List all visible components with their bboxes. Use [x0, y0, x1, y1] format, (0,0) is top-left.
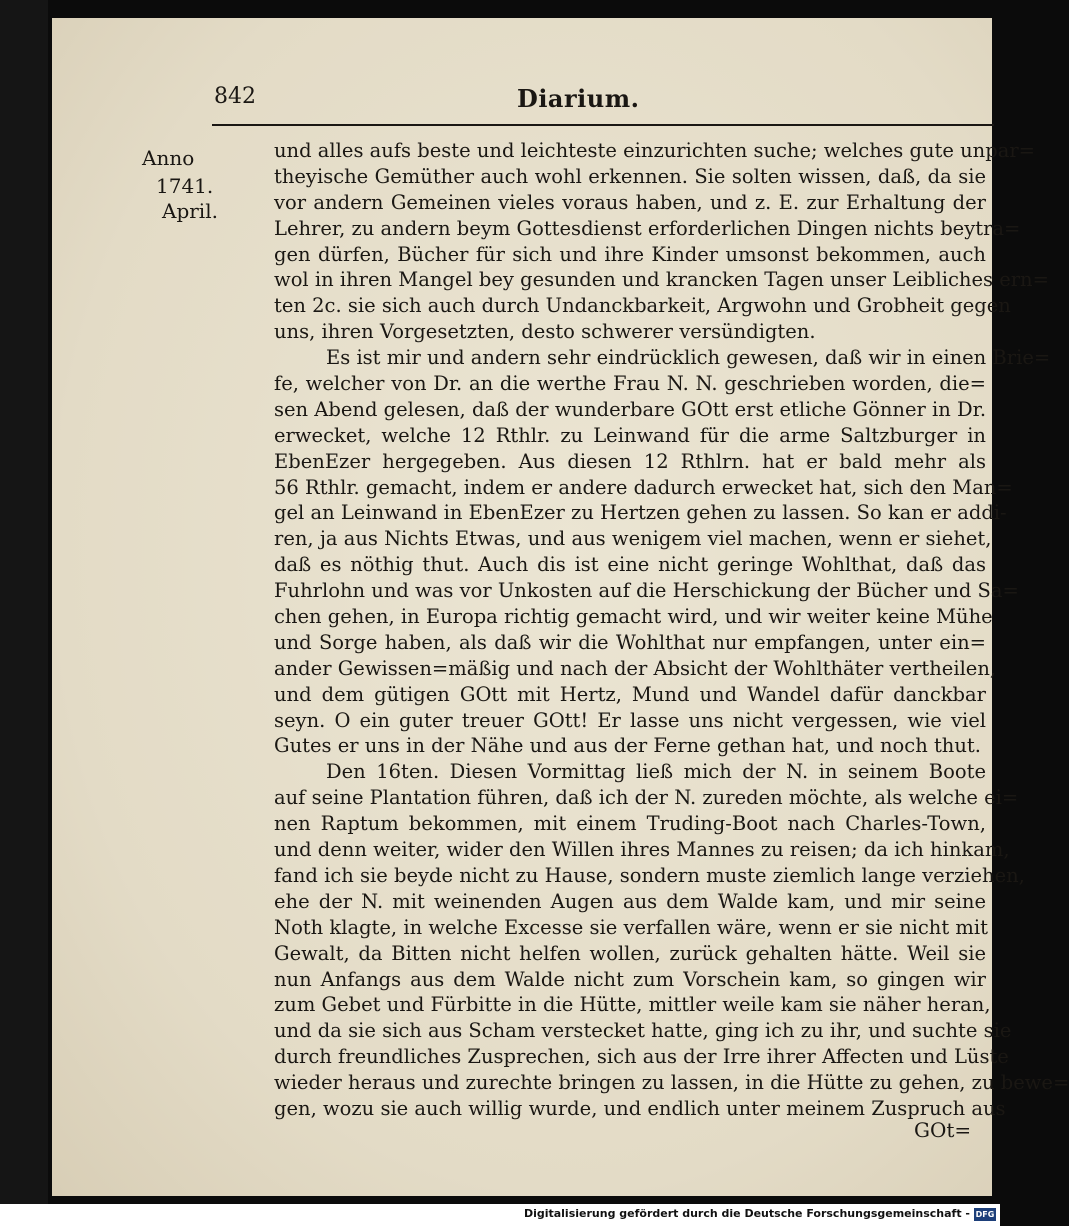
text-line: und denn weiter, wider den Willen ihres Mannes zu reisen; da ich hinkam,	[274, 838, 1010, 862]
text-line: und alles aufs beste und leichteste einzurichten suche; welches gute unpar=	[274, 139, 1035, 162]
text-line: Noth klagte, in welche Excesse sie verfallen wäre, wenn er sie nicht mit	[274, 915, 988, 939]
text-line: Es ist mir und andern sehr eindrücklich gewesen, daß wir in einen Brie=	[326, 346, 1051, 370]
text-line: durch freundliches Zusprechen, sich aus der Irre ihrer Affecten und Lüste	[274, 1045, 1009, 1069]
footer-bar	[0, 1204, 1000, 1226]
text-line: zum Gebet und Fürbitte in die Hütte, mittler weile kam sie näher heran,	[274, 993, 991, 1017]
text-line: gel an Leinwand in EbenEzer zu Hertzen gehen zu lassen. So kan er addi-	[274, 501, 1007, 525]
text-line: Den 16ten. Diesen Vormittag ließ mich der N. in seinem Boote	[326, 760, 986, 784]
text-line: fe, welcher von Dr. an die werthe Frau N. N. geschrieben worden, die=	[274, 372, 986, 396]
text-line: auf seine Plantation führen, daß ich der N. zureden möchte, als welche ei=	[274, 786, 1019, 810]
text-line: wieder heraus und zurechte bringen zu lassen, in die Hütte zu gehen, zu bewe=	[274, 1071, 1069, 1095]
running-head: Diarium.	[517, 84, 640, 113]
text-line: nen Raptum bekommen, mit einem Truding-Boot nach Charles-Town,	[274, 812, 986, 836]
text-line: und da sie sich aus Scham verstecket hatte, ging ich zu ihr, und suchte sie	[274, 1019, 1012, 1043]
text-line: daß es nöthig thut. Auch dis ist eine nicht geringe Wohlthat, daß das	[274, 553, 986, 577]
text-line: Lehrer, zu andern beym Gottesdienst erforderlichen Dingen nichts beytra=	[274, 216, 1021, 240]
text-line: seyn. O ein guter treuer GOtt! Er lasse uns nicht vergessen, wie viel	[274, 708, 986, 732]
page-number: 842	[214, 84, 256, 109]
body-text	[274, 138, 1069, 1122]
text-line: ten 2c. sie sich auch durch Undanckbarkeit, Argwohn und Grobheit gegen	[274, 294, 1011, 318]
text-line: fand ich sie beyde nicht zu Hause, sondern muste ziemlich lange verziehen,	[274, 863, 1025, 887]
text-line: theyische Gemüther auch wohl erkennen. Sie solten wissen, daß, da sie	[274, 164, 986, 188]
text-line: und dem gütigen GOtt mit Hertz, Mund und Wandel dafür danckbar	[274, 682, 986, 706]
text-line: ehe der N. mit weinenden Augen aus dem Walde kam, und mir seine	[274, 889, 986, 913]
text-line: sen Abend gelesen, daß der wunderbare GOtt erst etliche Gönner in Dr.	[274, 397, 987, 421]
text-line: erwecket, welche 12 Rthlr. zu Leinwand für die arme Saltzburger in	[274, 423, 986, 447]
text-line: uns, ihren Vorgesetzten, desto schwerer versündigten.	[274, 320, 816, 344]
text-line: vor andern Gemeinen vieles voraus haben, und z. E. zur Erhaltung der	[274, 190, 986, 214]
text-line: nun Anfangs aus dem Walde nicht zum Vorschein kam, so gingen wir	[274, 967, 986, 991]
text-line: Gutes er uns in der Nähe und aus der Ferne gethan hat, und noch thut.	[274, 734, 981, 758]
scan-left-border	[0, 0, 48, 1226]
text-line: EbenEzer hergegeben. Aus diesen 12 Rthlrn. hat er bald mehr als	[274, 449, 986, 473]
text-line: gen dürfen, Bücher für sich und ihre Kinder umsonst bekommen, auch	[274, 242, 986, 266]
text-line: wol in ihren Mangel bey gesunden und krancken Tagen unser Leibliches ern=	[274, 268, 1049, 292]
book-page	[52, 18, 1069, 1196]
text-line: 56 Rthlr. gemacht, indem er andere dadurch erwecket hat, sich den Man=	[274, 475, 1013, 499]
funding-credit: Digitalisierung gefördert durch die Deutsche Forschungsgemeinschaft -	[523, 1207, 970, 1220]
text-line: Gewalt, da Bitten nicht helfen wollen, zurück gehalten hätte. Weil sie	[274, 941, 986, 965]
margin-month: April.	[162, 199, 218, 223]
header-rule	[212, 124, 994, 126]
dfg-logo-icon: DFG	[975, 1210, 995, 1219]
margin-anno: Anno	[142, 146, 195, 170]
text-line: chen gehen, in Europa richtig gemacht wird, und wir weiter keine Mühe	[274, 605, 993, 629]
catchword: GOt=	[914, 1118, 972, 1142]
text-line: ren, ja aus Nichts Etwas, und aus wenigem viel machen, wenn er siehet,	[274, 527, 992, 551]
text-line: gen, wozu sie auch willig wurde, und endlich unter meinem Zuspruch aus	[274, 1096, 1006, 1120]
text-line: Fuhrlohn und was vor Unkosten auf die Herschickung der Bücher und Sa=	[274, 579, 1019, 603]
text-line: und Sorge haben, als daß wir die Wohlthat nur empfangen, unter ein=	[274, 630, 986, 654]
text-line: ander Gewissen=mäßig und nach der Absicht der Wohlthäter vertheilen,	[274, 656, 997, 680]
margin-year: 1741.	[156, 174, 214, 198]
